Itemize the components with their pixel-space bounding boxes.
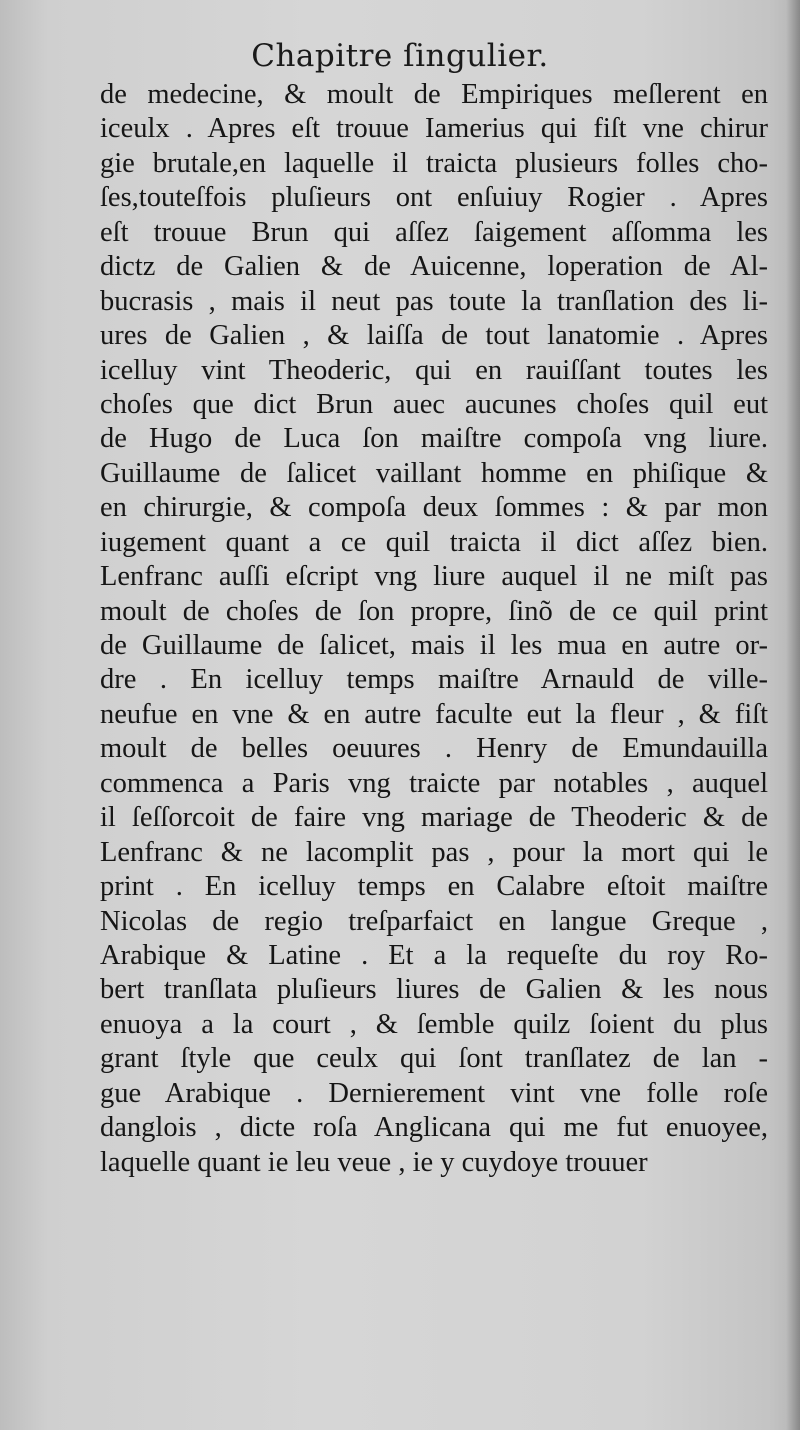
- text-line: Arabique & Latine . Et a la requeſte du roy Ro-: [100, 939, 768, 971]
- text-line: bucrasis , mais il neut pas toute la tranſlation des li-: [100, 285, 768, 317]
- text-line: choſes que dict Brun auec aucunes choſes quil eut: [100, 388, 768, 420]
- text-line: icelluy vint Theoderic, qui en rauiſſant toutes les: [100, 354, 768, 386]
- text-line: de Guillaume de ſalicet, mais il les mua en autre or-: [100, 630, 768, 661]
- text-line: danglois , dicte roſa Anglicana qui me fut enuoyee,: [100, 1112, 768, 1144]
- text-line: en chirurgie, & compoſa deux ſommes : & par mon: [100, 492, 768, 524]
- text-line: dictz de Galien & de Auicenne, loperation de Al-: [100, 251, 768, 283]
- text-line: Lenfranc & ne lacomplit pas , pour la mort qui le: [100, 836, 768, 868]
- text-line: print . En icelluy temps en Calabre eſtoit maiſtre: [100, 871, 768, 903]
- text-line: neufue en vne & en autre faculte eut la fleur , & fiſt: [100, 698, 768, 730]
- text-line: commenca a Paris vng traicte par notables , auquel: [100, 767, 768, 799]
- text-line: ſes,touteſfois pluſieurs ont enſuiuy Rogier . Apres: [100, 182, 768, 214]
- text-line: il ſeſſorcoit de faire vng mariage de Theoderic & de: [100, 802, 768, 834]
- text-line: eſt trouue Brun qui aſſez ſaigement aſſomma les: [100, 216, 768, 248]
- text-line: gie brutale,en laquelle il traicta plusieurs folles cho-: [100, 147, 768, 179]
- text-line: Lenfranc auſſi eſcript vng liure auquel il ne miſt pas: [100, 561, 768, 593]
- text-line: moult de belles oeuures . Henry de Emundauilla: [100, 733, 768, 765]
- text-line: ures de Galien , & laiſſa de tout lanatomie . Apres: [100, 320, 768, 352]
- text-line: Guillaume de ſalicet vaillant homme en phiſique &: [100, 457, 768, 489]
- text-line: de medecine, & moult de Empiriques meſlerent en: [100, 79, 768, 110]
- text-line: moult de choſes de ſon propre, ſinõ de ce quil print: [100, 595, 768, 627]
- text-line: gue Arabique . Dernierement vint vne folle roſe: [100, 1077, 768, 1109]
- text-line: grant ſtyle que ceulx qui ſont tranſlatez de lan -: [100, 1043, 768, 1075]
- text-line: dre . En icelluy temps maiſtre Arnauld de ville-: [100, 664, 768, 696]
- text-line: laquelle quant ie leu veue , ie y cuydoye trouuer: [100, 1146, 648, 1178]
- text-line: Nicolas de regio treſparfaict en langue Greque ,: [100, 905, 768, 937]
- text-line: iceulx . Apres eſt trouue Iamerius qui fiſt vne chirur: [100, 113, 768, 145]
- text-line: enuoya a la court , & ſemble quilz ſoient du plus: [100, 1008, 768, 1040]
- text-line: de Hugo de Luca ſon maiſtre compoſa vng liure.: [100, 423, 768, 455]
- text-line: bert tranſlata pluſieurs liures de Galien & les nous: [100, 974, 768, 1006]
- running-title: Chapitre ſingulier.: [251, 38, 549, 74]
- text-line: iugement quant a ce quil traicta il dict aſſez bien.: [100, 526, 768, 558]
- body-text: [100, 78, 768, 1180]
